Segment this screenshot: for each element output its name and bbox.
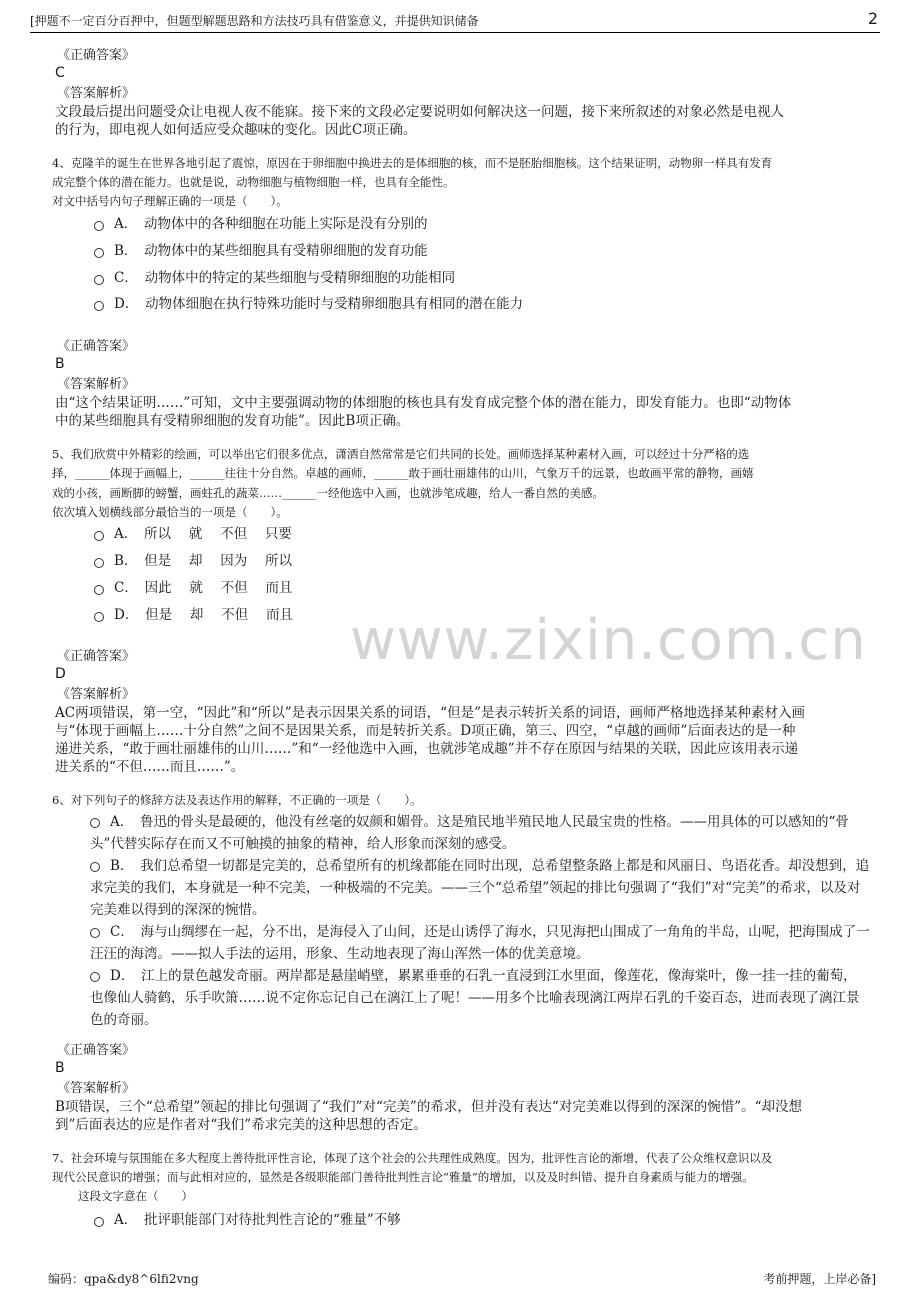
page-number: 2 [867,9,878,28]
option-c[interactable]: C． 海与山绸缪在一起，分不出，是海侵入了山间，还是山诱俘了海水，只见海把山围成了一角角的半岛，山呢，把海围成了一汪汪的海湾。——拟人手法的运用，形象、生动地表现了海山浑然一体的优美意境。 [90,924,870,962]
correct-answer-label: 《正确答案》 [57,339,136,354]
watermark: www.zixin.com.cn [350,608,867,673]
correct-answer-value: B [55,356,65,372]
analysis-text: 由“这个结果证明……”可知，文中主要强调动物的体细胞的核也具有发育成完整个体的潜在能力，即发育能力。也即“动物体 [55,395,792,411]
analysis-text: AC两项错误，第一空，“因此”和“所以”是表示因果关系的词语，“但是”是表示转折关系的词语，画师严格地选择某种素材入画 [55,705,805,721]
radio-icon[interactable] [94,531,104,541]
question-stem: 戏的小孩，画断脚的螃蟹，画蛀孔的蔬菜……______一经他选中入画，也就涉笔成趣，给人一番自然的美感。 [52,486,604,500]
analysis-text: 递进关系，“敢于画壮丽雄伟的山川……”和“一经他选中入画，也就涉笔成趣”并不存在原因与结果的关联，因此应该用表示递 [55,741,799,757]
analysis-text: 进关系的“不但……而且……”。 [55,759,245,775]
option-b[interactable]: B． 但是 却 因为 所以 [94,553,292,569]
correct-answer-label: 《正确答案》 [57,649,136,664]
radio-icon[interactable] [94,585,104,595]
radio-icon[interactable] [94,612,104,622]
correct-answer-value: C [55,65,65,81]
option-b[interactable]: B． 我们总希望一切都是完美的，总希望所有的机缘都能在同时出现，总希望整条路上都是和风丽日、鸟语花香。却没想到，追求完美的我们，本身就是一种不完美，一种极端的不完美。——三个“总希望”领起的排比句强调了“我们”对“完美”的希求，以及对完美难以得到的深深的惋惜。 [90,858,870,918]
analysis-text: 到”后面表达的应是作者对“我们”希求完美的这种思想的否定。 [55,1117,427,1133]
analysis-text: 与“体现于画幅上……十分自然”之间不是因果关系，而是转折关系。D项正确，第三、四空，“卓越的画师”后面表达的是一种 [55,723,796,739]
option-b[interactable]: B． 动物体中的某些细胞具有受精卵细胞的发育功能 [94,243,428,259]
analysis-label: 《答案解析》 [57,1081,136,1096]
radio-icon[interactable] [90,928,100,938]
analysis-label: 《答案解析》 [57,377,136,392]
radio-icon[interactable] [94,1217,104,1227]
question-prompt: 依次填入划横线部分最恰当的一项是（ ）。 [52,505,288,519]
radio-icon[interactable] [90,818,100,828]
radio-icon[interactable] [90,972,100,982]
page-header [30,9,880,33]
footer-slogan: 考前押题，上岸必备] [763,1272,876,1286]
header-disclaimer: [押题不一定百分百押中，但题型解题思路和方法技巧具有借鉴意义，并提供知识储备 [30,14,479,28]
question-stem: 现代公民意识的增强；而与此相对应的，显然是各级职能部门善待批判性言论“雅量”的增加，以及及时纠错、提升自身素质与能力的增强。 [52,1170,754,1184]
radio-icon[interactable] [94,221,104,231]
question-prompt: 对文中括号内句子理解正确的一项是（ ）。 [52,194,288,208]
correct-answer-value: D [55,666,66,682]
question-prompt: 这段文字意在（ ） [78,1189,193,1203]
option-a[interactable]: A． 鲁迅的骨头是最硬的，他没有丝毫的奴颜和媚骨。这是殖民地半殖民地人民最宝贵的性格。——用具体的可以感知的“骨头”代替实际存在而又不可触摸的抽象的精神，给人形象而深刻的感受。 [90,814,849,852]
footer-code: 编码：qpa&dy8^6lfi2vng [48,1272,199,1286]
radio-icon[interactable] [94,558,104,568]
option-c[interactable]: C． 因此 就 不但 而且 [94,580,292,596]
analysis-text: 的行为，即电视人如何适应受众趣味的变化。因此C项正确。 [55,122,417,138]
option-a[interactable]: A． 所以 就 不但 只要 [94,526,292,542]
option-a[interactable]: A． 动物体中的各种细胞在功能上实际是没有分别的 [94,216,428,232]
analysis-text: 中的某些细胞具有受精卵细胞的发育功能”。因此B项正确。 [55,413,410,429]
radio-icon[interactable] [94,248,104,258]
option-d[interactable]: D． 动物体细胞在执行特殊功能时与受精卵细胞具有相同的潜在能力 [94,296,523,312]
correct-answer-label: 《正确答案》 [57,48,136,63]
analysis-label: 《答案解析》 [57,687,136,702]
analysis-label: 《答案解析》 [57,86,136,101]
question-stem: 择，______体现于画幅上，______往往十分自然。卓越的画师，______敢于画壮丽雄伟的山川，气象万千的远景，也敢画平常的静物，画嬉 [52,466,754,480]
radio-icon[interactable] [94,275,104,285]
analysis-text: 文段最后提出问题受众让电视人夜不能寐。接下来的文段必定要说明如何解决这一问题，接下来所叙述的对象必然是电视人 [55,104,784,120]
question-stem: 4、克隆羊的诞生在世界各地引起了震惊，原因在于卵细胞中换进去的是体细胞的核，而不是胚胎细胞核。这个结果证明，动物卵一样具有发育 [52,156,773,170]
radio-icon[interactable] [94,301,104,311]
analysis-text: B项错误，三个“总希望”领起的排比句强调了“我们”对“完美”的希求，但并没有表达“对完美难以得到的深深的惋惜”。“却没想 [55,1099,803,1115]
question-stem: 6、对下列句子的修辞方法及表达作用的解释，不正确的一项是（ ）。 [52,793,422,807]
radio-icon[interactable] [90,862,100,872]
option-c[interactable]: C． 动物体中的特定的某些细胞与受精卵细胞的功能相同 [94,270,455,286]
correct-answer-value: B [55,1060,65,1076]
option-d[interactable]: D． 但是 却 不但 而且 [94,607,293,623]
question-stem: 成完整个体的潜在能力。也就是说，动物细胞与植物细胞一样，也具有全能性。 [52,175,455,189]
question-stem: 7、社会环境与氛围能在多大程度上善待批评性言论，体现了这个社会的公共理性成熟度。因为，批评性言论的渐增，代表了公众维权意识以及 [52,1151,773,1165]
option-a[interactable]: A． 批评职能部门对待批判性言论的“雅量”不够 [94,1212,401,1228]
option-d[interactable]: D． 江上的景色越发奇丽。两岸都是悬崖峭壁，累累垂垂的石乳一直浸到江水里面，像莲花，像海棠叶，像一挂一挂的葡萄，也像仙人骑鹤，乐手吹箫……说不定你忘记自己在漓江上了呢！——用多个比喻表现漓江两岸石乳的千姿百态，进而表现了漓江景色的奇丽。 [90,968,860,1028]
correct-answer-label: 《正确答案》 [57,1043,136,1058]
question-stem: 5、我们欣赏中外精彩的绘画，可以举出它们很多优点，潇洒自然常常是它们共同的长处。画师选择某种素材入画，可以经过十分严格的选 [52,447,750,461]
